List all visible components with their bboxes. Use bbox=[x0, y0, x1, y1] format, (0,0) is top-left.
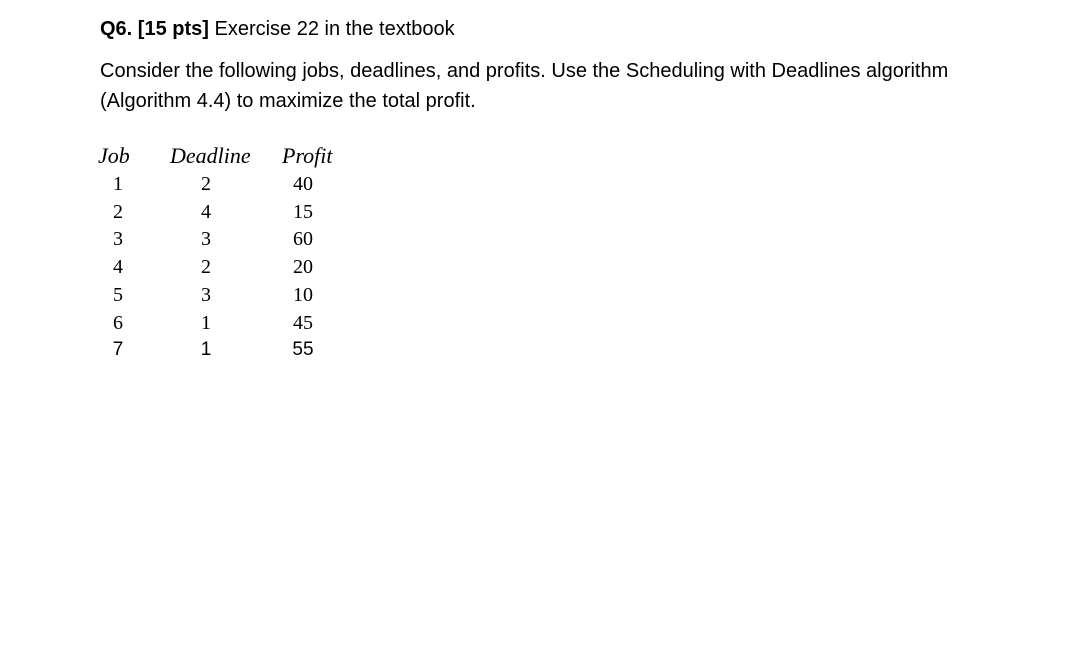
table-cell-profit: 10 bbox=[293, 283, 313, 306]
header-job: Job bbox=[98, 143, 130, 168]
question-number-label: Q6. [15 pts] bbox=[100, 18, 209, 40]
header-profit: Profit bbox=[282, 143, 333, 168]
question-title-text: Exercise 22 in the textbook bbox=[208, 18, 455, 40]
table-cell-deadline: 3 bbox=[201, 228, 211, 251]
table-cell-profit: 55 bbox=[292, 339, 314, 361]
instructions-line-2: (Algorithm 4.4) to maximize the total profit. bbox=[100, 90, 476, 112]
table-cell-job: 2 bbox=[113, 200, 123, 223]
table-cell-job: 7 bbox=[112, 339, 124, 361]
table-cell-deadline: 1 bbox=[200, 339, 212, 361]
table-cell-profit: 15 bbox=[293, 200, 313, 223]
table-cell-profit: 20 bbox=[293, 256, 313, 279]
header-deadline: Deadline bbox=[170, 143, 251, 168]
instructions-line-1: Consider the following jobs, deadlines, and profits. Use the Scheduling with Deadlines algorithm bbox=[100, 60, 949, 82]
table-cell-deadline: 1 bbox=[201, 311, 211, 334]
table-cell-profit: 40 bbox=[293, 173, 313, 195]
table-cell-job: 1 bbox=[113, 173, 123, 195]
table-cell-deadline: 4 bbox=[201, 200, 211, 223]
question-instructions bbox=[100, 56, 1060, 116]
table-cell-job: 6 bbox=[113, 311, 123, 334]
table-cell-deadline: 3 bbox=[201, 283, 211, 306]
table-cell-job: 3 bbox=[113, 228, 123, 251]
table-cell-profit: 45 bbox=[293, 311, 313, 334]
table-cell-deadline: 2 bbox=[201, 256, 211, 279]
table-cell-profit: 60 bbox=[293, 228, 313, 251]
question-title bbox=[100, 15, 455, 43]
table-cell-deadline: 2 bbox=[201, 173, 211, 195]
table-cell-job: 4 bbox=[113, 256, 123, 279]
table-cell-job: 5 bbox=[113, 283, 123, 306]
